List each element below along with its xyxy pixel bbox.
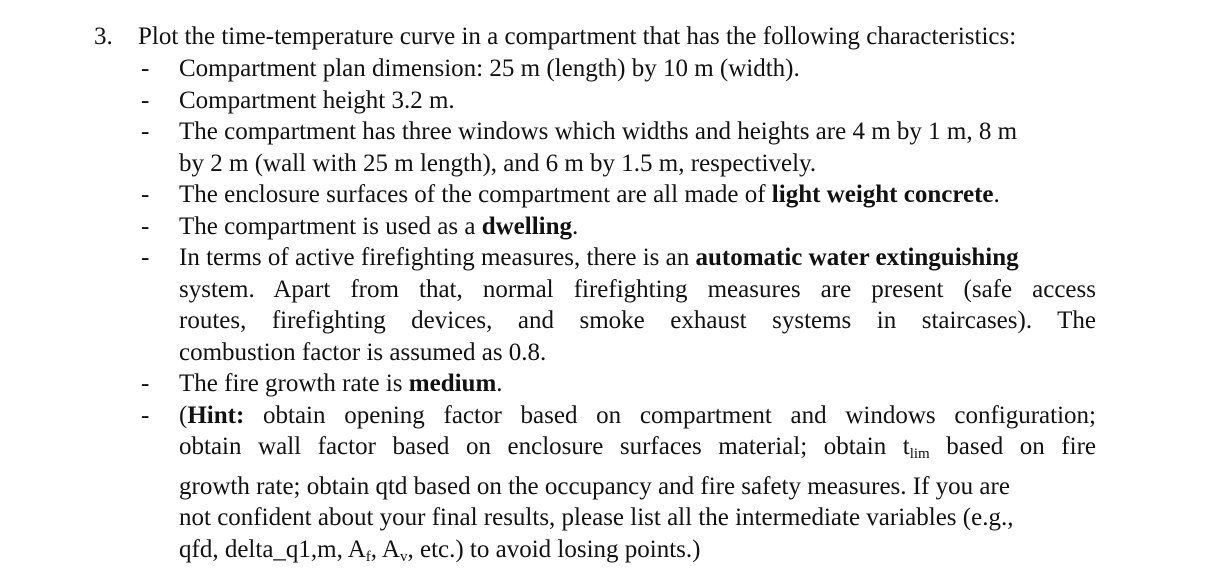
list-dash: - [141, 211, 149, 243]
item-text-bold: medium [409, 370, 497, 397]
item-text-post: . [572, 213, 578, 240]
list-item [94, 85, 1124, 117]
item-text-pre: qfd, delta_q1,m, A [179, 536, 366, 563]
item-text: Compartment height 3.2 m. [179, 85, 1124, 117]
item-text: growth rate; obtain qtd based on the occupancy and fire safety measures. If you are [179, 471, 1124, 503]
item-text-bold: dwelling [482, 213, 572, 240]
item-text-post: based on fire [930, 433, 1096, 460]
item-text-pre: The enclosure surfaces of the compartment are all made of [179, 181, 772, 208]
list-item [94, 368, 1124, 400]
question-title: Plot the time-temperature curve in a compartment that has the following characteristics: [138, 20, 1016, 53]
subscript: v [400, 549, 408, 565]
item-text [179, 211, 1124, 243]
question-number: 3. [94, 20, 113, 53]
item-text: by 2 m (wall with 25 m length), and 6 m by 1.5 m, respectively. [179, 148, 1124, 180]
item-text: not confident about your final results, please list all the intermediate variables (e.g., [179, 502, 1124, 534]
list-item [94, 116, 1124, 179]
item-text [179, 400, 1096, 432]
item-text-pre: The compartment is used as a [179, 213, 482, 240]
item-text: system. Apart from that, normal firefighting measures are present (safe access [179, 274, 1096, 306]
item-text [179, 179, 1124, 211]
item-text-bold: automatic water extinguishing [695, 244, 1018, 271]
item-text-bold: Hint: [187, 402, 244, 429]
item-text-mid: , A [371, 536, 400, 563]
list-dash: - [141, 400, 149, 432]
item-text [179, 534, 1124, 573]
question-3 [94, 20, 1124, 573]
subscript: lim [910, 446, 930, 462]
item-text-bold: light weight concrete [772, 181, 994, 208]
subscript: f [366, 549, 371, 565]
characteristics-list [94, 53, 1124, 573]
item-text-post: obtain opening factor based on compartment and windows configuration; [244, 402, 1096, 429]
item-text-post: . [994, 181, 1000, 208]
list-item [94, 53, 1124, 85]
list-dash: - [141, 85, 149, 117]
item-text: combustion factor is assumed as 0.8. [179, 337, 1124, 369]
item-text-pre: In terms of active firefighting measures, there is an [179, 244, 695, 271]
item-text-pre: The fire growth rate is [179, 370, 409, 397]
list-dash: - [141, 179, 149, 211]
list-item [94, 400, 1124, 573]
item-text-post: , etc.) to avoid losing points.) [407, 536, 700, 563]
item-text: routes, firefighting devices, and smoke exhaust systems in staircases). The [179, 305, 1096, 337]
item-text-pre: ( [179, 402, 187, 429]
question-header [94, 20, 1124, 53]
item-text-post: . [496, 370, 502, 397]
item-text [179, 368, 1124, 400]
list-item [94, 242, 1124, 368]
list-item [94, 179, 1124, 211]
list-dash: - [141, 368, 149, 400]
list-item [94, 211, 1124, 243]
item-text [179, 431, 1096, 471]
item-text [179, 242, 1124, 274]
list-dash: - [141, 116, 149, 148]
item-text: Compartment plan dimension: 25 m (length) by 10 m (width). [179, 53, 1124, 85]
item-text: The compartment has three windows which widths and heights are 4 m by 1 m, 8 m [179, 116, 1124, 148]
list-dash: - [141, 242, 149, 274]
list-dash: - [141, 53, 149, 85]
item-text-pre: obtain wall factor based on enclosure surfaces material; obtain t [179, 433, 910, 460]
